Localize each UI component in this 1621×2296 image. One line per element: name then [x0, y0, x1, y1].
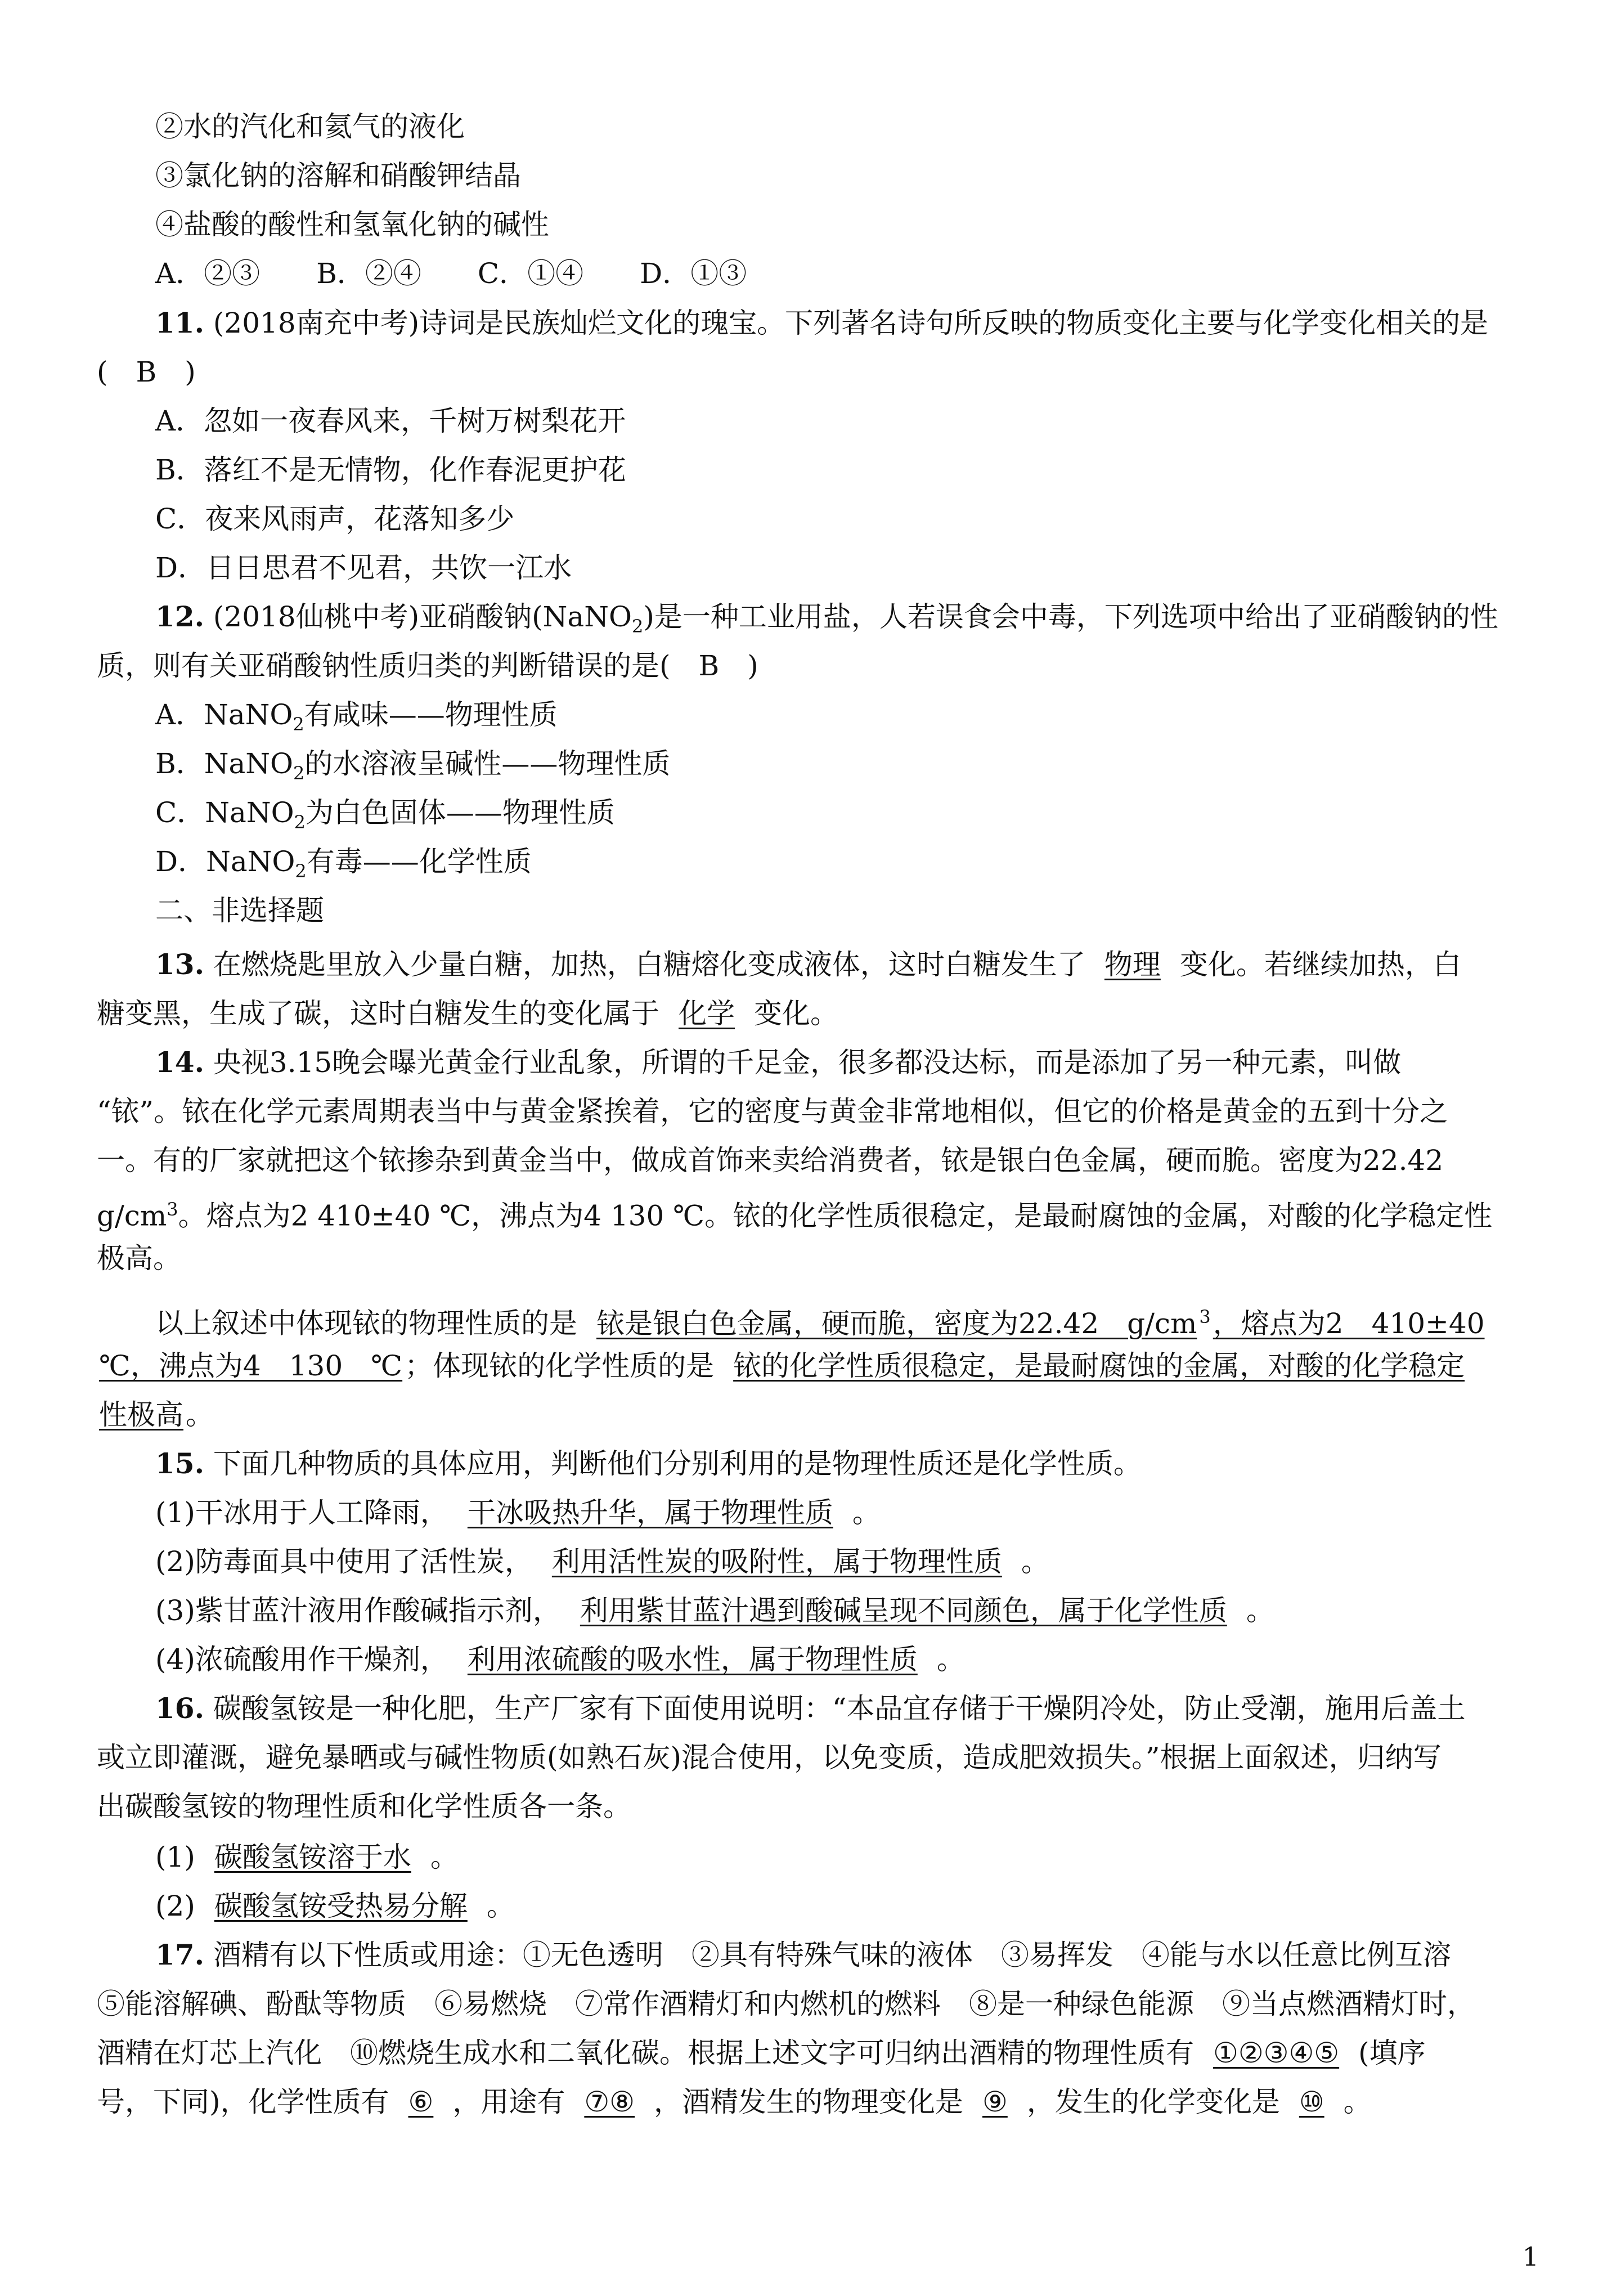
option-b: B．NaNO$_2$的水溶液呈碱性——物理性质	[155, 747, 671, 784]
option-line: ②水的汽化和氦气的液化	[155, 110, 465, 143]
question-15-part3: (3)紫甘蓝汁液用作酸碱指示剂， 利用紫甘蓝汁遇到酸碱呈现不同颜色，属于化学性质 。	[155, 1594, 1274, 1627]
question-11-answer: ( B )	[97, 356, 196, 388]
question-16-part2: (2) 碳酸氢铵受热易分解 。	[155, 1890, 515, 1922]
answer-blank: ⑦⑧	[584, 2086, 635, 2118]
question-17-line3: 酒精在灯芯上汽化 ⑩燃烧生成水和二氧化碳。根据上述文字可归纳出酒精的物理性质有 ①②③④⑤ (填序	[97, 2037, 1426, 2069]
question-14-line4: $g/cm^3$。熔点为2 410±40 ℃，沸点为4 130 ℃。铱的化学性质很稳定，是最耐腐蚀的金属，对酸的化学稳定性	[97, 1199, 1493, 1232]
option-b: B．落红不是无情物，化作春泥更护花	[155, 454, 626, 486]
answer-blank: ①②③④⑤	[1213, 2037, 1340, 2069]
option-c: C．夜来风雨声，花落知多少	[155, 503, 515, 535]
answer-blank: 利用浓硫酸的吸水性，属于物理性质	[467, 1643, 918, 1676]
question-15: 15. 下面几种物质的具体应用，判断他们分别利用的是物理性质还是化学性质。	[155, 1447, 1142, 1480]
answer-choices: A．②③ B．②④ C．①④ D．①③	[155, 257, 747, 290]
question-17-line2: ⑤能溶解碘、酚酞等物质 ⑥易燃烧 ⑦常作酒精灯和内燃机的燃料 ⑧是一种绿色能源 ⑨当点燃酒精灯时，	[97, 1988, 1475, 2020]
question-14-answer-line2: ℃，沸点为4 130 ℃；体现铱的化学性质的是 铱的化学性质很稳定，是最耐腐蚀的金属，对酸的化学稳定	[97, 1349, 1467, 1383]
option-c: C．NaNO$_2$为白色固体——物理性质	[155, 796, 615, 833]
answer-blank: 物理	[1104, 948, 1161, 981]
page-number: 1	[1522, 2241, 1539, 2272]
answer-blank: 铱是银白色金属，硬而脆，密度为22.42 g/cm	[596, 1307, 1197, 1340]
question-14-line2: “铱”。铱在化学元素周期表当中与黄金紧挨着，它的密度与黄金非常地相似，但它的价格是黄金的五到十分之	[97, 1095, 1448, 1128]
option-d: D．日日思君不见君，共饮一江水	[155, 551, 572, 584]
answer-blank: ⑩	[1299, 2086, 1324, 2118]
question-15-part2: (2)防毒面具中使用了活性炭， 利用活性炭的吸附性，属于物理性质 。	[155, 1545, 1049, 1578]
answer-blank: 化学	[679, 997, 735, 1030]
question-13: 13. 在燃烧匙里放入少量白糖，加热，白糖熔化变成液体，这时白糖发生了 物理 变化。若继续加热，白	[155, 948, 1461, 981]
answer-blank: 铱的化学性质很稳定，是最耐腐蚀的金属，对酸的化学稳定	[733, 1349, 1465, 1382]
question-17: 17. 酒精有以下性质或用途：①无色透明 ②具有特殊气味的液体 ③易挥发 ④能与水以任意比例互溶	[155, 1938, 1451, 1971]
question-15-part4: (4)浓硫酸用作干燥剂， 利用浓硫酸的吸水性，属于物理性质 。	[155, 1643, 965, 1676]
question-15-part1: (1)干冰用于人工降雨， 干冰吸热升华，属于物理性质 。	[155, 1496, 881, 1529]
option-a: A．忽如一夜春风来，千树万树梨花开	[155, 405, 626, 437]
question-13-line2: 糖变黑，生成了碳，这时白糖发生的变化属于 化学 变化。	[97, 997, 838, 1030]
answer-blank: 利用紫甘蓝汁遇到酸碱呈现不同颜色，属于化学性质	[580, 1594, 1227, 1627]
answer-blank: ，熔点为2 410±40	[1213, 1307, 1485, 1340]
question-17-line4: 号，下同)，化学性质有 ⑥ ，用途有 ⑦⑧ ，酒精发生的物理变化是 ⑨ ，发生的化学变化是 ⑩ 。	[97, 2086, 1372, 2118]
question-12: 12. (2018仙桃中考)亚硝酸钠(NaNO$_2$)是一种工业用盐，人若误食会中毒，下列选项中给出了亚硝酸钠的性	[155, 600, 1498, 637]
question-12-line2: 质，则有关亚硝酸钠性质归类的判断错误的是( B )	[97, 649, 758, 682]
question-14-line3: 一。有的厂家就把这个铱掺杂到黄金当中，做成首饰来卖给消费者，铱是银白色金属，硬而脆。密度为22.42	[97, 1144, 1444, 1177]
question-16-part1: (1) 碳酸氢铵溶于水 。	[155, 1841, 459, 1873]
question-16: 16. 碳酸氢铵是一种化肥，生产厂家有下面使用说明：“本品宜存储于干燥阴冷处，防止受潮，施用后盖土	[155, 1692, 1466, 1725]
answer-blank: 利用活性炭的吸附性，属于物理性质	[551, 1545, 1002, 1578]
answer-blank: 干冰吸热升华，属于物理性质	[467, 1496, 833, 1529]
question-14-answer-line1: 以上叙述中体现铱的物理性质的是 铱是银白色金属，硬而脆，密度为22.42 g/cm $^3$，熔点为2 410±40	[155, 1300, 1487, 1340]
answer-blank: 碳酸氢铵溶于水	[214, 1841, 411, 1873]
option-line: ④盐酸的酸性和氢氧化钠的碱性	[155, 208, 549, 241]
question-14-line5: 极高。	[97, 1242, 181, 1275]
answer-blank: 碳酸氢铵受热易分解	[214, 1890, 468, 1922]
answer-blank: ℃，沸点为4 130 ℃	[99, 1349, 403, 1382]
question-16-line3: 出碳酸氢铵的物理性质和化学性质各一条。	[97, 1790, 631, 1823]
question-14: 14. 央视3.15晚会曝光黄金行业乱象，所谓的千足金，很多都没达标，而是添加了另一种元素，叫做	[155, 1046, 1402, 1079]
answer-blank: ⑥	[408, 2086, 434, 2118]
question-14-answer-line3: 性极高。	[97, 1398, 214, 1432]
section-heading: 二、非选择题	[155, 894, 324, 927]
question-16-line2: 或立即灌溉，避免暴晒或与碱性物质(如熟石灰)混合使用，以免变质，造成肥效损失。”根据上面叙述，归纳写	[97, 1741, 1442, 1774]
option-line: ③氯化钠的溶解和硝酸钾结晶	[155, 159, 521, 192]
option-d: D．NaNO$_2$有毒——化学性质	[155, 845, 532, 882]
answer-blank: 性极高	[99, 1398, 183, 1431]
answer-blank: ⑨	[982, 2086, 1008, 2118]
option-a: A．NaNO$_2$有咸味——物理性质	[155, 698, 558, 735]
question-11: 11. (2018南充中考)诗词是民族灿烂文化的瑰宝。下列著名诗句所反映的物质变化主要与化学变化相关的是	[155, 306, 1489, 339]
